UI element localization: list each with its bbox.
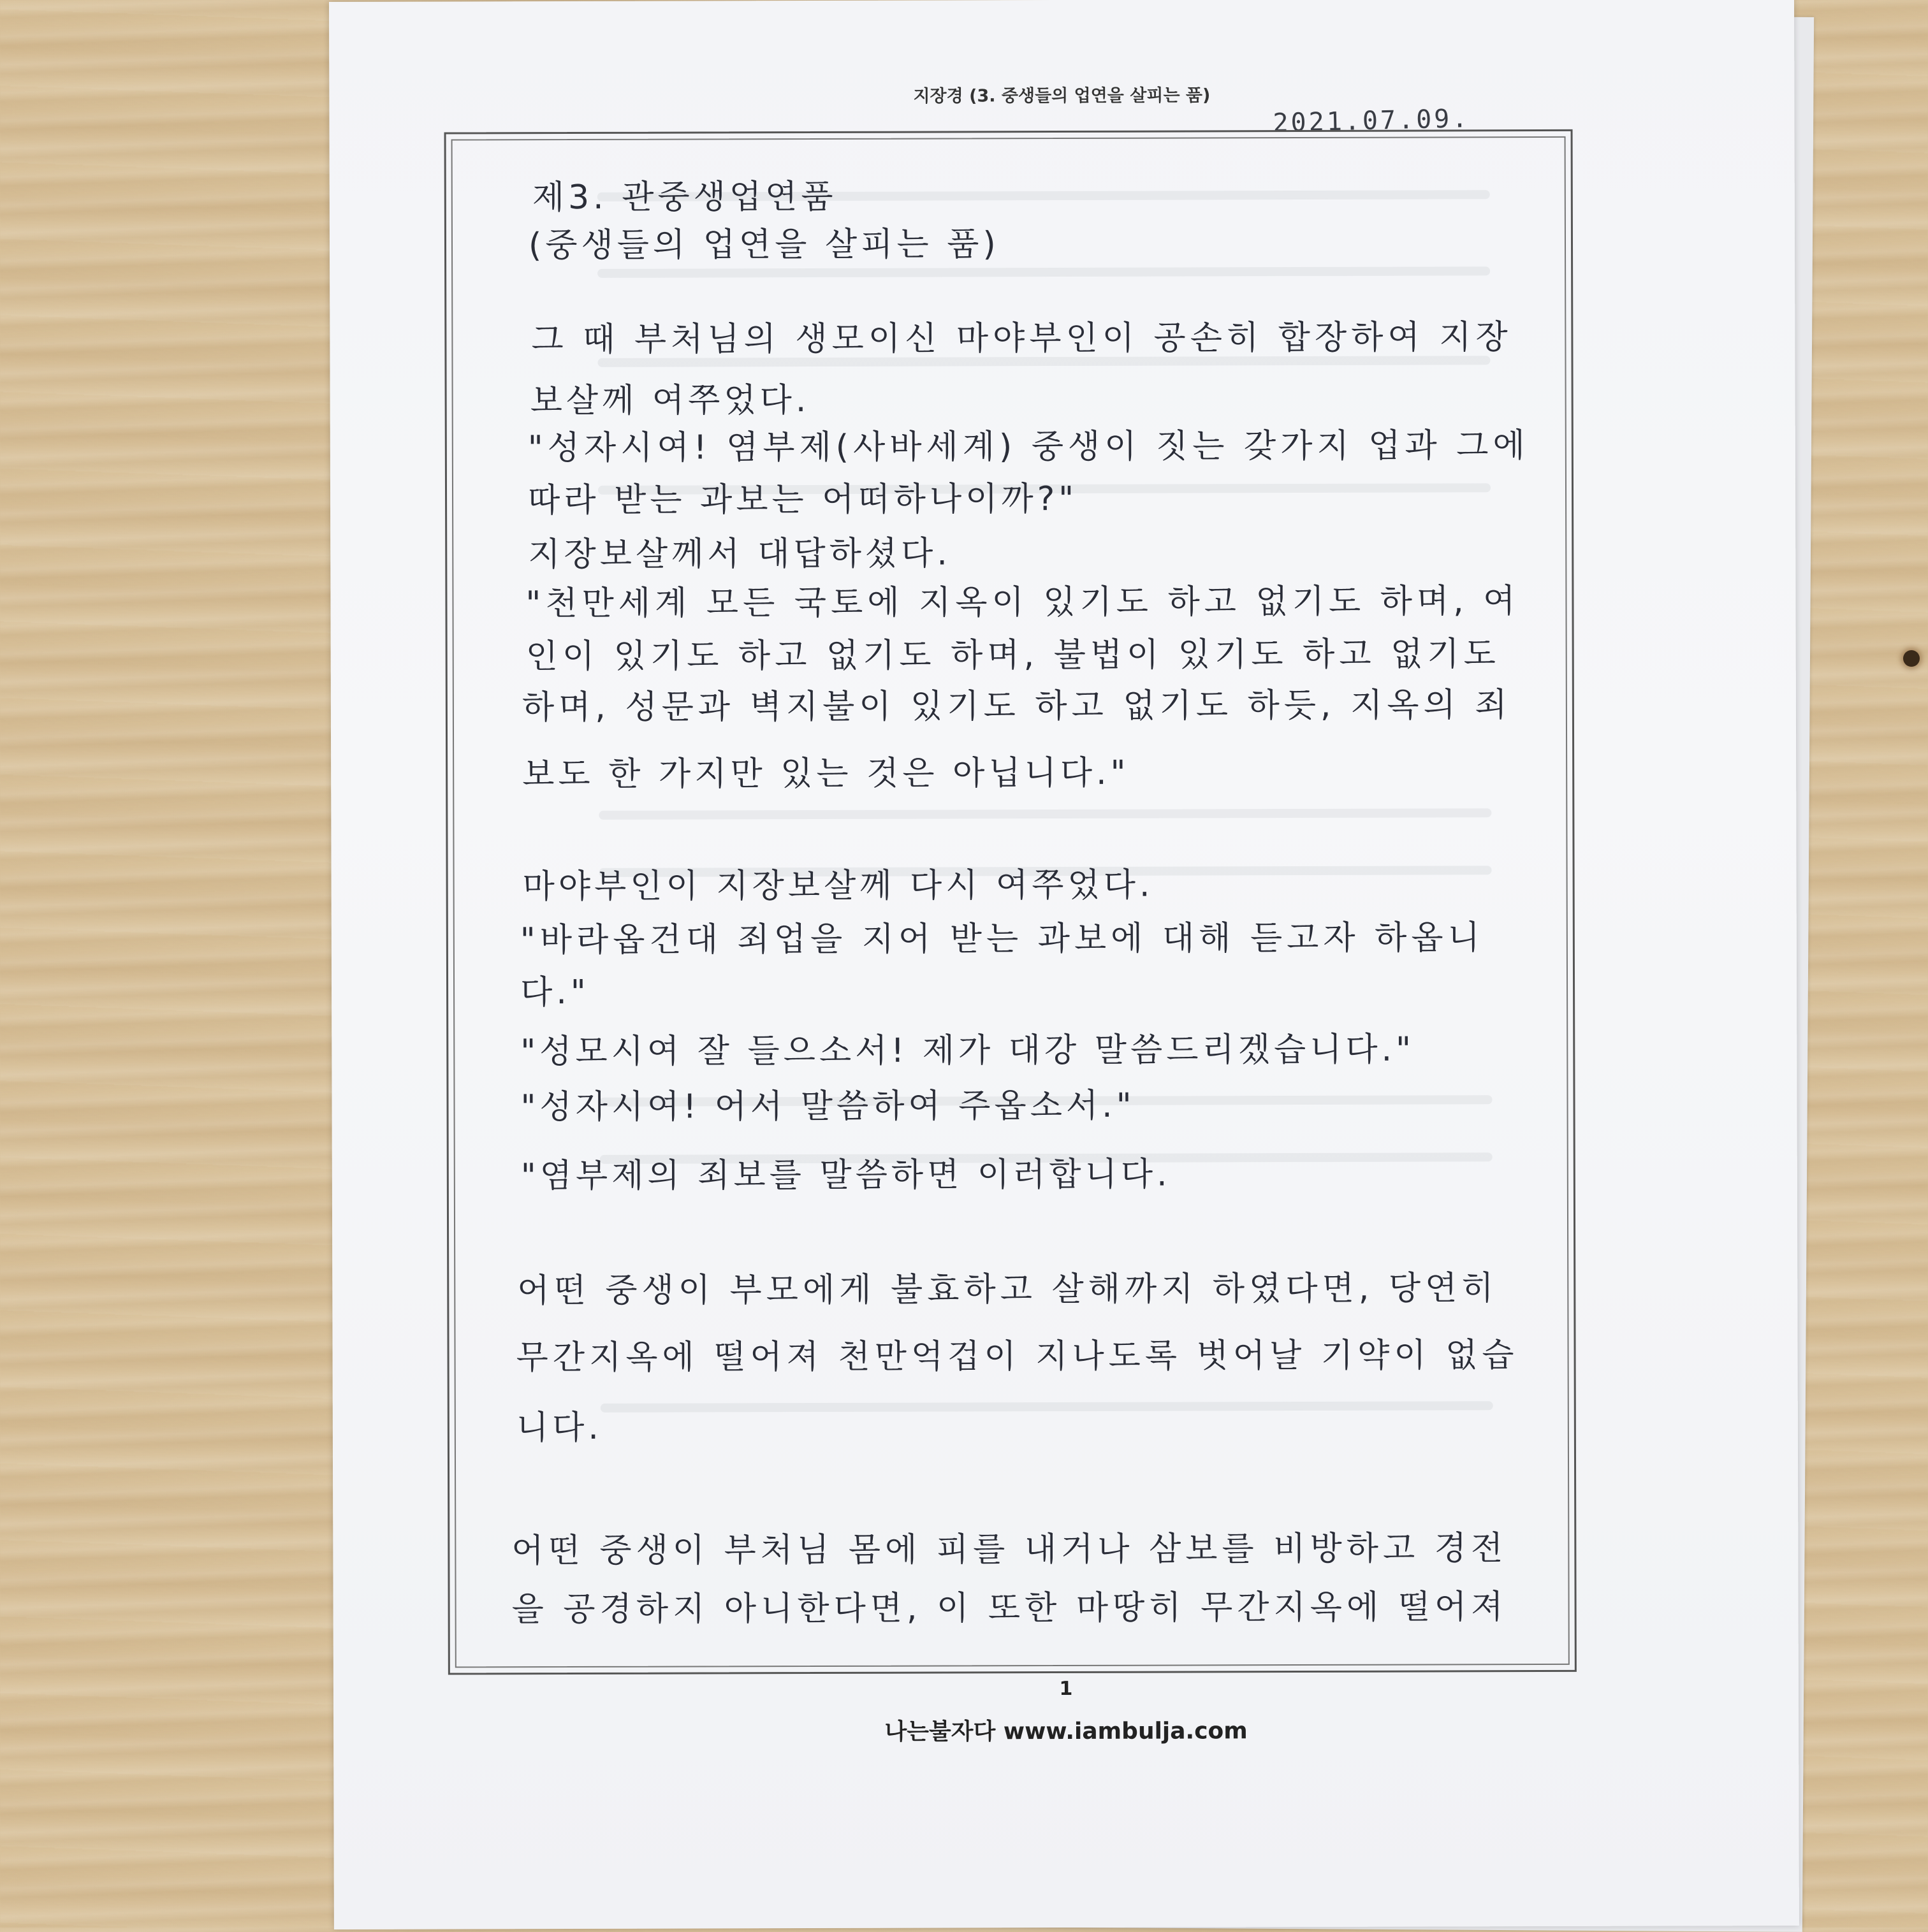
- handwritten-line: (중생들의 업연을 살피는 품): [528, 225, 1000, 265]
- handwritten-line: 보살께 여쭈었다.: [530, 381, 810, 421]
- handwritten-line: "성자시여! 어서 말씀하여 주옵소서.": [520, 1086, 1136, 1127]
- page-number: 1: [1059, 1677, 1073, 1701]
- page-header-title: 지장경 (3. 중생들의 업연을 살피는 품): [913, 85, 1211, 106]
- handwritten-line: 하며, 성문과 벽지불이 있기도 하고 없기도 하듯, 지옥의 죄: [522, 686, 1512, 727]
- handwritten-line: "바라옵건대 죄업을 지어 받는 과보에 대해 듣고자 하옵니: [520, 919, 1484, 960]
- handwritten-line: "성자시여! 염부제(사바세계) 중생이 짓는 갖가지 업과 그에: [527, 426, 1530, 468]
- handwritten-line: 을 공경하지 아니한다면, 이 또한 마땅히 무간지옥에 떨어져: [511, 1588, 1508, 1629]
- handwritten-line: 다.": [520, 973, 590, 1012]
- handwritten-line: 그 때 부처님의 생모이신 마야부인이 공손히 합장하여 지장: [531, 318, 1512, 360]
- handwritten-line: 무간지옥에 떨어져 천만억겁이 지나도록 벗어날 기약이 없습: [516, 1336, 1519, 1377]
- handwritten-line: "천만세계 모든 국토에 지옥이 있기도 하고 없기도 하며, 여: [525, 582, 1520, 623]
- handwritten-line: 어떤 중생이 부처님 몸에 피를 내거나 삼보를 비방하고 경전: [511, 1529, 1508, 1571]
- handwritten-line: 제3. 관중생업연품: [532, 177, 837, 217]
- handwritten-line: 따라 받는 과보는 어떠하나이까?": [527, 479, 1078, 520]
- handwritten-line: "염부제의 죄보를 말씀하면 이러합니다.: [520, 1155, 1171, 1196]
- page-footer: 나는불자다 www.iambulja.com: [884, 1718, 1248, 1745]
- paper-page: [329, 0, 1799, 1929]
- handwritten-line: 인이 있기도 하고 없기도 하며, 불법이 있기도 하고 없기도: [525, 635, 1500, 676]
- handwritten-line: 니다.: [516, 1408, 602, 1448]
- handwritten-line: 마야부인이 지장보살께 다시 여쭈었다.: [522, 866, 1154, 906]
- handwritten-date: 2021.07.09.: [1272, 104, 1470, 138]
- wood-knot: [1903, 650, 1920, 667]
- handwritten-line: 지장보살께서 대답하셨다.: [528, 534, 951, 574]
- handwritten-line: "성모시여 잘 들으소서! 제가 대강 말씀드리겠습니다.": [520, 1030, 1415, 1071]
- handwritten-line: 어떤 중생이 부모에게 불효하고 살해까지 하였다면, 당연히: [517, 1269, 1498, 1311]
- handwritten-line: 보도 한 가지만 있는 것은 아닙니다.": [522, 753, 1130, 794]
